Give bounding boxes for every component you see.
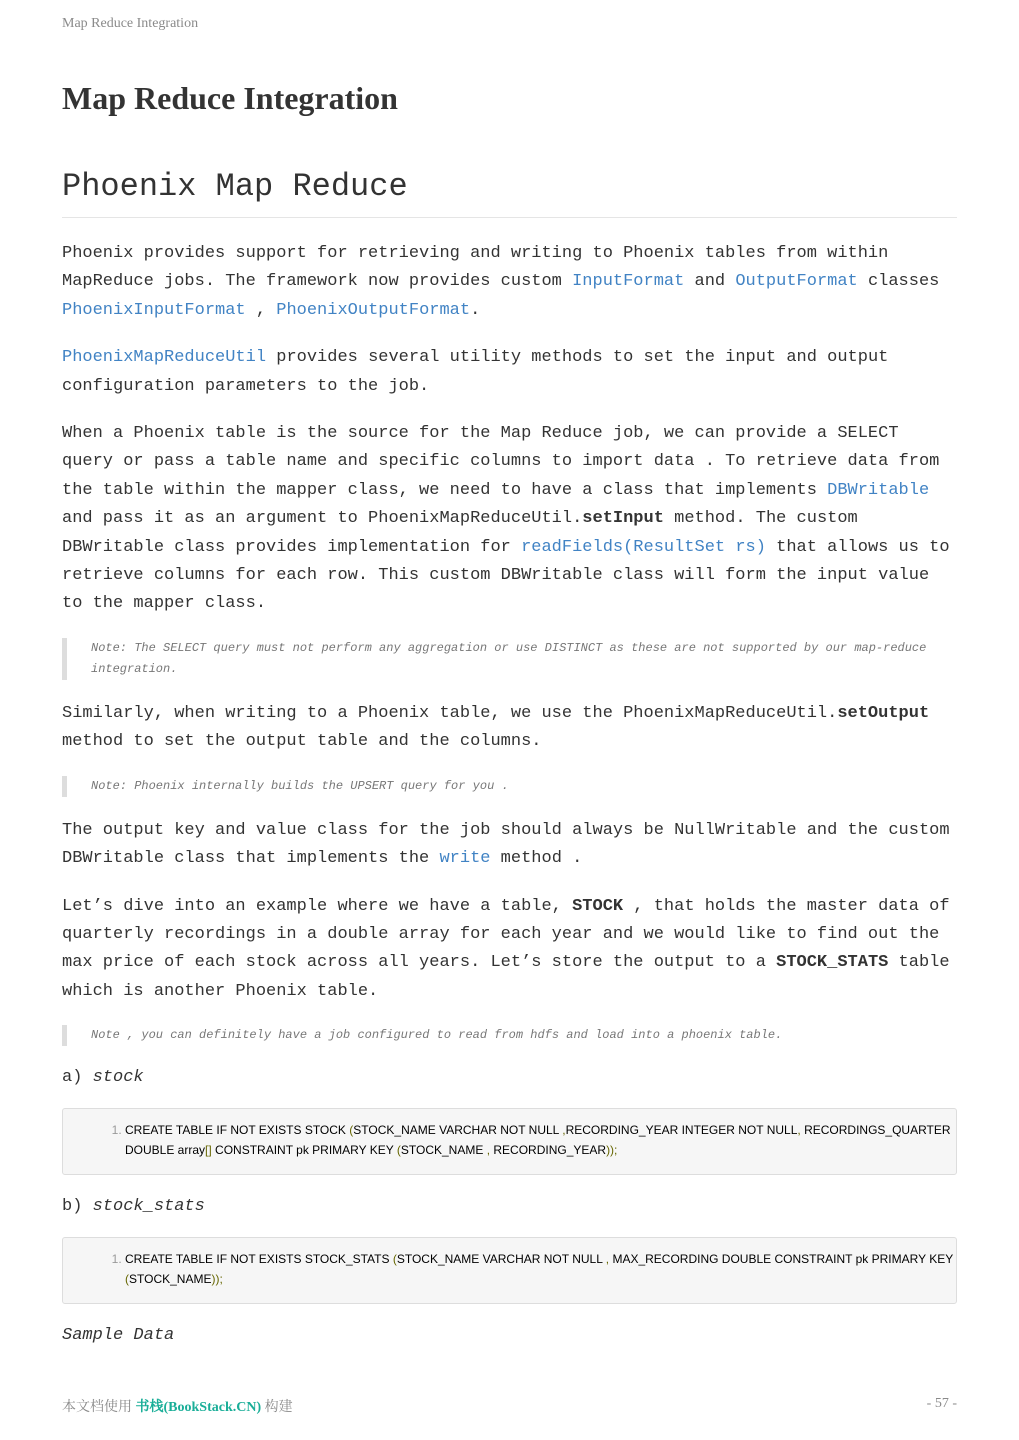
code-lines bbox=[63, 1250, 956, 1289]
paragraph-example bbox=[62, 893, 957, 1007]
text: a) bbox=[62, 1068, 93, 1088]
text: method to set the output table and the columns. bbox=[62, 732, 542, 752]
paragraph-output-key bbox=[62, 817, 957, 874]
text: that allows us to retrieve columns for each row. This custom DBWritable class will form the input value to the mapper class. bbox=[62, 537, 950, 614]
code-lines bbox=[63, 1121, 956, 1160]
link-outputformat[interactable]: OutputFormat bbox=[735, 272, 858, 292]
bold-stock: STOCK bbox=[572, 896, 624, 916]
code-punct: ( bbox=[349, 1123, 354, 1138]
text: . bbox=[470, 300, 481, 320]
code-text: RECORDINGS_QUARTER DOUBLE array bbox=[125, 1123, 951, 1157]
code-text: STOCK_NAME bbox=[129, 1271, 212, 1286]
bold-stock-stats: STOCK_STATS bbox=[776, 953, 889, 973]
code-text: CREATE TABLE IF NOT EXISTS STOCK_STATS bbox=[125, 1252, 393, 1267]
link-readfields[interactable]: readFields(ResultSet rs) bbox=[521, 537, 766, 557]
note-hdfs: Note , you can definitely have a job configured to read from hdfs and load into a phoenix table. bbox=[62, 1025, 957, 1046]
section-title: Phoenix Map Reduce bbox=[62, 168, 957, 218]
code-text: STOCK_NAME bbox=[400, 1142, 487, 1157]
label-name: stock bbox=[92, 1068, 144, 1088]
text: table which is another Phoenix table. bbox=[62, 953, 950, 1001]
footer-credit bbox=[62, 1396, 293, 1416]
text: 本文档使用 bbox=[62, 1400, 136, 1415]
text: 构建 bbox=[261, 1400, 293, 1415]
link-phoenixmapreduceutil[interactable]: PhoenixMapReduceUtil bbox=[62, 348, 267, 368]
label-stock bbox=[62, 1066, 957, 1090]
footer-brand-link[interactable]: 书栈(BookStack.CN) bbox=[135, 1400, 262, 1415]
bold-setoutput: setOutput bbox=[837, 703, 930, 723]
note-select-query: Note: The SELECT query must not perform any aggregation or use DISTINCT as these are not supported by our map-reduce integration. bbox=[62, 638, 957, 680]
link-write[interactable]: write bbox=[439, 849, 491, 869]
code-punct: [] bbox=[205, 1142, 212, 1157]
link-dbwritable[interactable]: DBWritable bbox=[827, 480, 930, 500]
text: Let’s dive into an example where we have a table, bbox=[62, 896, 573, 916]
paragraph-source bbox=[62, 420, 957, 619]
text: When a Phoenix table is the source for the Map Reduce job, we can provide a SELECT query or pass a table name and specific columns to import data . To retrieve data from the table within the mapper class, we need to have a class that implements bbox=[62, 424, 940, 500]
code-text: CONSTRAINT pk PRIMARY KEY bbox=[211, 1142, 397, 1157]
code-block-stock-stats bbox=[62, 1237, 957, 1304]
label-name: Sample Data bbox=[62, 1326, 175, 1346]
running-header: Map Reduce Integration bbox=[62, 16, 199, 31]
text: b) bbox=[62, 1197, 93, 1217]
link-phoenixinputformat[interactable]: PhoenixInputFormat bbox=[62, 300, 246, 320]
code-punct: )); bbox=[606, 1142, 618, 1157]
text: classes bbox=[857, 272, 940, 292]
code-text: RECORDING_YEAR INTEGER NOT NULL bbox=[565, 1123, 798, 1138]
code-punct: , bbox=[562, 1123, 566, 1138]
label-sample-data bbox=[62, 1324, 957, 1348]
code-text: MAX_RECORDING DOUBLE CONSTRAINT pk PRIMARY KEY bbox=[609, 1252, 953, 1267]
code-punct: )); bbox=[211, 1271, 223, 1286]
code-text: STOCK_NAME VARCHAR NOT NULL bbox=[396, 1252, 606, 1267]
label-stock-stats bbox=[62, 1195, 957, 1219]
text: and pass it as an argument to PhoenixMapReduceUtil. bbox=[62, 509, 583, 529]
code-punct: , bbox=[797, 1123, 801, 1138]
bold-setinput: setInput bbox=[582, 509, 664, 529]
text: , that holds the master data of quarterly recordings in a double array for each year and we would like to find out the max price of each stock across all years. Let’s store the output to a bbox=[62, 896, 950, 973]
label-name: stock_stats bbox=[92, 1197, 205, 1217]
paragraph-intro bbox=[62, 240, 957, 325]
text: provides several utility methods to set the input and output configuration parameters to the job. bbox=[62, 348, 889, 396]
paragraph-output bbox=[62, 700, 957, 757]
note-upsert: Note: Phoenix internally builds the UPSERT query for you . bbox=[62, 776, 957, 797]
text: and bbox=[684, 272, 736, 292]
article-body bbox=[62, 240, 957, 1366]
text: Phoenix provides support for retrieving and writing to Phoenix tables from within MapReduce jobs. The framework now provides custom bbox=[62, 244, 889, 292]
link-phoenixoutputformat[interactable]: PhoenixOutputFormat bbox=[276, 300, 471, 320]
page-number: - 57 - bbox=[926, 1396, 957, 1411]
text: method. The custom DBWritable class provides implementation for bbox=[62, 509, 858, 557]
code-text: RECORDING_YEAR bbox=[490, 1142, 607, 1157]
code-punct: , bbox=[605, 1252, 610, 1267]
code-line bbox=[125, 1121, 956, 1160]
code-punct: ( bbox=[396, 1142, 401, 1157]
code-block-stock bbox=[62, 1108, 957, 1175]
code-punct: , bbox=[486, 1142, 491, 1157]
text: The output key and value class for the job should always be NullWritable and the custom DBWritable class that implements the bbox=[62, 820, 950, 869]
text: method . bbox=[490, 849, 583, 869]
text: , bbox=[245, 300, 277, 320]
page-title: Map Reduce Integration bbox=[62, 80, 398, 116]
code-text: CREATE TABLE IF NOT EXISTS STOCK bbox=[125, 1123, 350, 1138]
code-punct: ( bbox=[392, 1252, 397, 1267]
code-punct: ( bbox=[125, 1271, 129, 1286]
text: Similarly, when writing to a Phoenix table, we use the PhoenixMapReduceUtil. bbox=[62, 703, 838, 723]
link-inputformat[interactable]: InputFormat bbox=[572, 272, 685, 292]
code-line bbox=[125, 1250, 956, 1289]
paragraph-util bbox=[62, 344, 957, 401]
code-text: STOCK_NAME VARCHAR NOT NULL bbox=[353, 1123, 563, 1138]
